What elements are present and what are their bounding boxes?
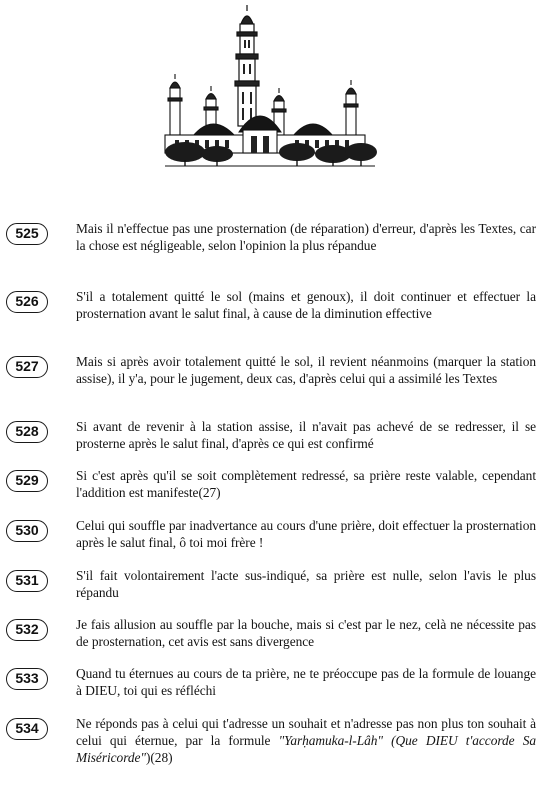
verse-text-italic: "Yarḥamuka-l-Lâh" (Que DIEU t'accorde Sa Miséricorde": [76, 733, 536, 766]
verse-text-plain: Ne réponds pas à celui qui t'adresse un souhait et n'adresse pas non plus ton souhait à celui qui éternue, par la formule: [76, 716, 536, 749]
verse-number-badge: 530: [6, 520, 48, 542]
verse-number-badge: 528: [6, 421, 48, 443]
verse-number-badge: 529: [6, 470, 48, 492]
mosque-illustration: [155, 2, 385, 172]
verse-text: Celui qui souffle par inadvertance au cours d'une prière, doit effectuer la prosternation après le salut final, ô toi moi frère !: [76, 518, 536, 551]
verse-text: Quand tu éternues au cours de ta prière, ne te préoccupe pas de la formule de louange à DIEU, toi qui es réfléchi: [76, 666, 536, 699]
verse-number-badge: 531: [6, 570, 48, 592]
verse-text: [76, 715, 536, 767]
verse-number-badge: 533: [6, 668, 48, 690]
verse-text: Mais si après avoir totalement quitté le sol, il revient néanmoins (marquer la station assise), il y'a, pour le jugement, deux cas, d'après celui qui a assimilé les Textes: [76, 354, 536, 387]
verse-text: Si c'est après qu'il se soit complètement redressé, sa prière reste valable, cependant l'addition est manifeste(27): [76, 468, 536, 501]
verse-text: S'il fait volontairement l'acte sus-indiqué, sa prière est nulle, selon l'avis le plus répandu: [76, 568, 536, 601]
verse-number-badge: 527: [6, 356, 48, 378]
verse-text: Je fais allusion au souffle par la bouche, mais si c'est par le nez, celà ne nécessite pas de prosternation, cet avis est sans divergence: [76, 617, 536, 650]
verse-number-badge: 532: [6, 619, 48, 641]
verse-text: Si avant de revenir à la station assise, il n'avait pas achevé de se redresser, il se prosterne après le salut final, d'après ce qui est confirmé: [76, 419, 536, 452]
verse-number-badge: 525: [6, 223, 48, 245]
verse-text: Mais il n'effectue pas une prosternation (de réparation) d'erreur, d'après les Textes, car la chose est négligeable, selon l'opinion la plus répandue: [76, 221, 536, 254]
verse-text: S'il a totalement quitté le sol (mains et genoux), il doit continuer et effectuer la prosternation avant le salut final, à cause de la diminution effective: [76, 289, 536, 322]
verse-number-badge: 526: [6, 291, 48, 313]
verse-text-note: )(28): [145, 750, 173, 766]
verse-number-badge: 534: [6, 718, 48, 740]
